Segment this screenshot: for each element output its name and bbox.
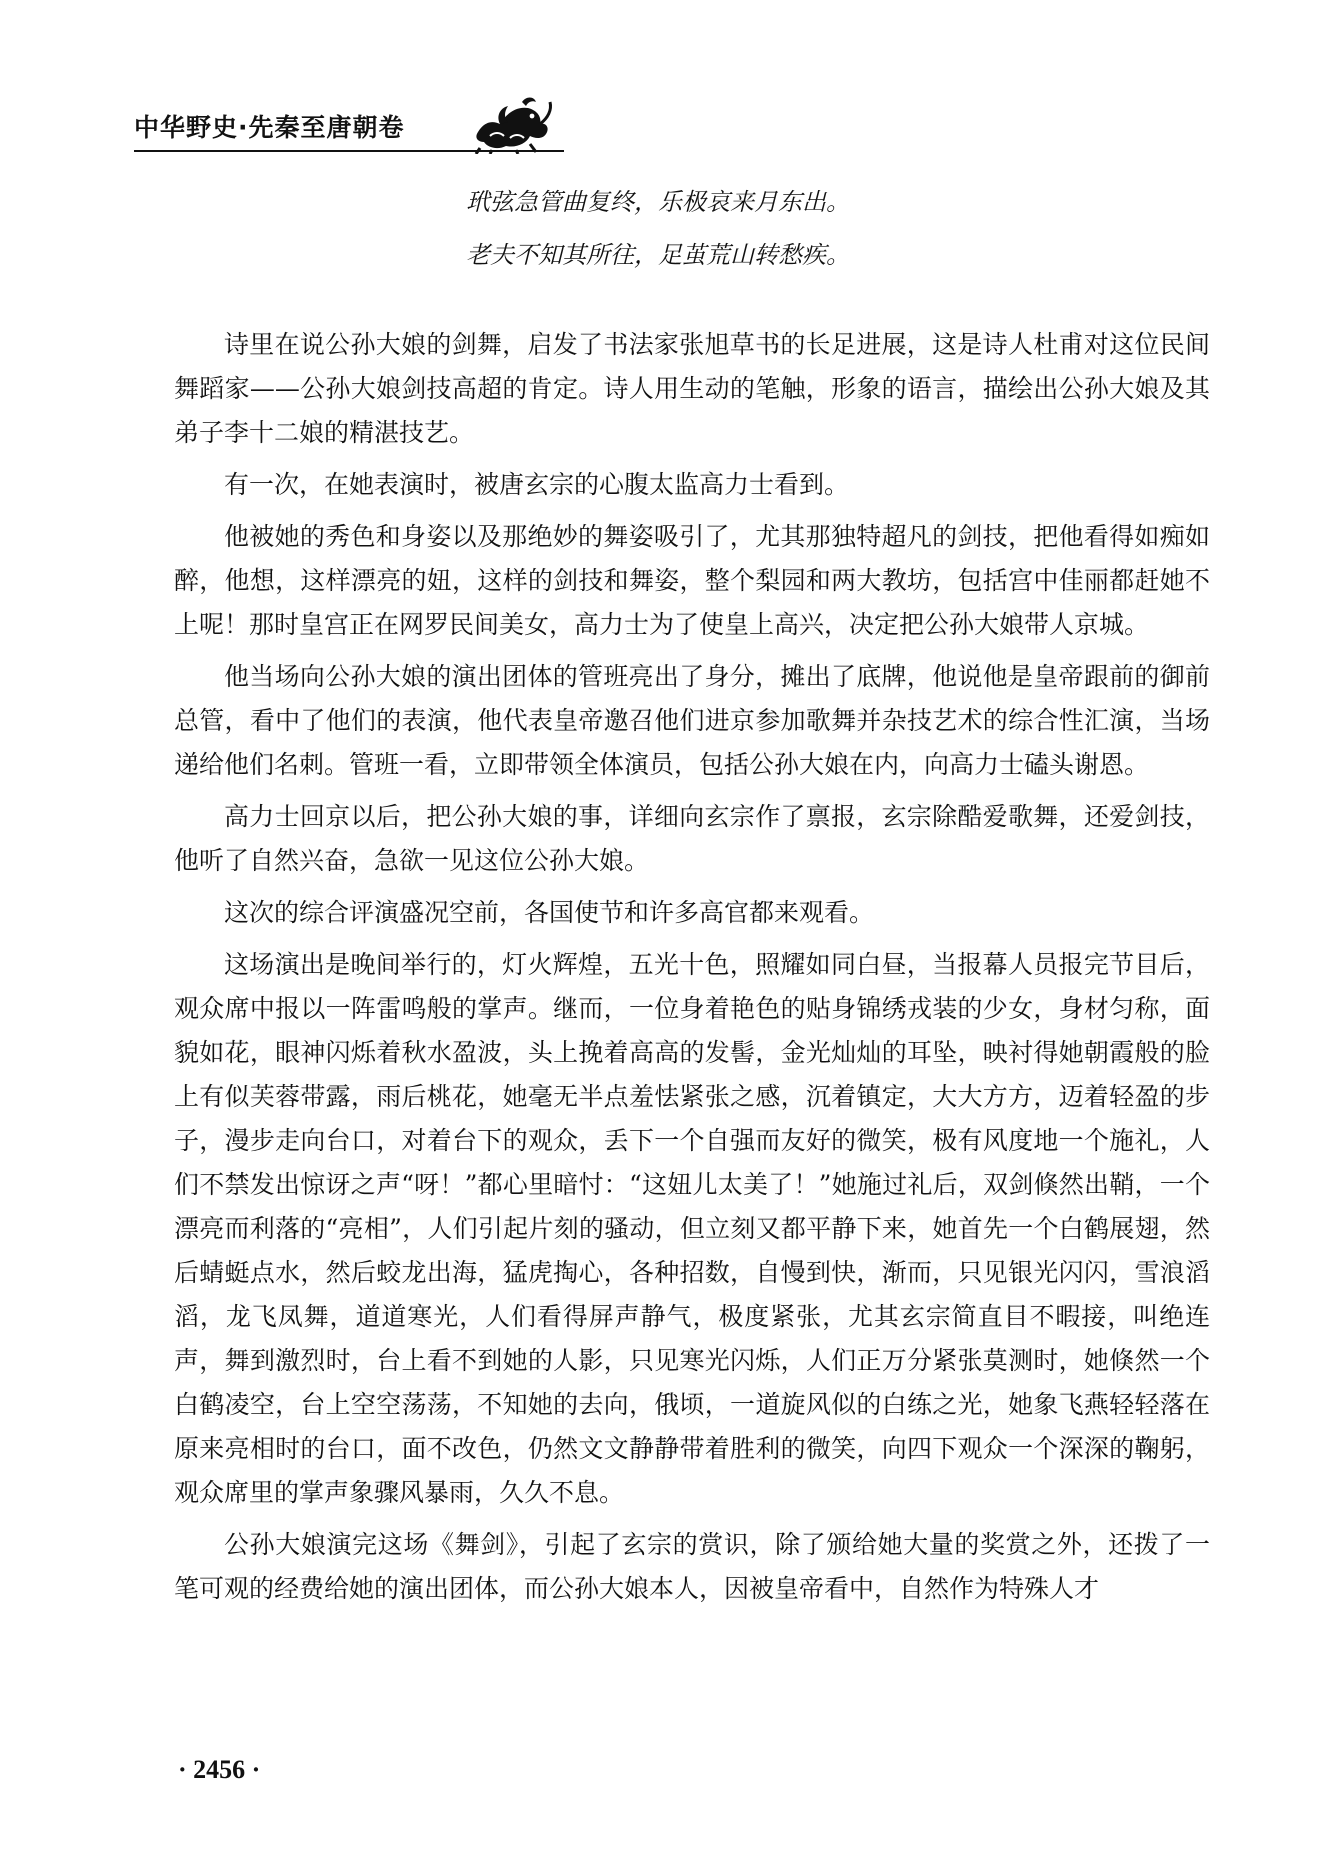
- paragraph: 高力士回京以后，把公孙大娘的事，详细向玄宗作了禀报，玄宗除酷爱歌舞，还爱剑技，他听了自然兴奋，急欲一见这位公孙大娘。: [174, 802, 1210, 875]
- poem-line: 玳弦急管曲复终，乐极哀来月东出。: [466, 188, 850, 216]
- running-title: 中华野史·先秦至唐朝卷: [134, 113, 405, 142]
- poem-excerpt: [466, 176, 850, 282]
- page-number: · 2456 ·: [178, 1755, 261, 1784]
- paragraph: 诗里在说公孙大娘的剑舞，启发了书法家张旭草书的长足进展，这是诗人杜甫对这位民间舞蹈家——公孙大娘剑技高超的肯定。诗人用生动的笔触，形象的语言，描绘出公孙大娘及其弟子李十二娘的精湛技艺。: [174, 330, 1210, 447]
- paragraph: 这次的综合评演盛况空前，各国使节和许多高官都来观看。: [224, 898, 875, 927]
- poem-line: 老夫不知其所往，足茧荒山转愁疾。: [466, 241, 850, 269]
- running-header: [134, 92, 564, 152]
- paragraph: 有一次，在她表演时，被唐玄宗的心腹太监高力士看到。: [224, 470, 850, 499]
- paragraph: 他当场向公孙大娘的演出团体的管班亮出了身分，摊出了底牌，他说他是皇帝跟前的御前总管，看中了他们的表演，他代表皇帝邀召他们进京参加歌舞并杂技艺术的综合性汇演，当场递给他们名刺。管班一看，立即带领全体演员，包括公孙大娘在内，向高力士磕头谢恩。: [174, 662, 1210, 779]
- paragraph: 他被她的秀色和身姿以及那绝妙的舞姿吸引了，尤其那独特超凡的剑技，把他看得如痴如醉，他想，这样漂亮的妞，这样的剑技和舞姿，整个梨园和两大教坊，包括宫中佳丽都赶她不上呢！那时皇宫正在网罗民间美女，高力士为了使皇上高兴，决定把公孙大娘带人京城。: [174, 522, 1210, 639]
- body-text: [174, 323, 1210, 1619]
- header-rule: [134, 150, 564, 152]
- paragraph: 公孙大娘演完这场《舞剑》，引起了玄宗的赏识，除了颁给她大量的奖赏之外，还拨了一笔可观的经费给她的演出团体，而公孙大娘本人，因被皇帝看中，自然作为特殊人才: [174, 1530, 1210, 1603]
- paragraph: 这场演出是晚间举行的，灯火辉煌，五光十色，照耀如同白昼，当报幕人员报完节目后，观众席中报以一阵雷鸣般的掌声。继而，一位身着艳色的贴身锦绣戎装的少女，身材匀称，面貌如花，眼神闪烁着秋水盈波，头上挽着高高的发髻，金光灿灿的耳坠，映衬得她朝霞般的脸上有似芙蓉带露，雨后桃花，她毫无半点羞怯紧张之感，沉着镇定，大大方方，迈着轻盈的步子，漫步走向台口，对着台下的观众，丢下一个自强而友好的微笑，极有风度地一个施礼，人们不禁发出惊讶之声“呀！”都心里暗忖：“这妞儿太美了！”她施过礼后，双剑倏然出鞘，一个漂亮而利落的“亮相”，人们引起片刻的骚动，但立刻又都平静下来，她首先一个白鹤展翅，然后蜻蜓点水，然后蛟龙出海，猛虎掏心，各种招数，自慢到快，渐而，只见银光闪闪，雪浪滔滔，龙飞凤舞，道道寒光，人们看得屏声静气，极度紧张，尤其玄宗简直目不暇接，叫绝连声，舞到激烈时，台上看不到她的人影，只见寒光闪烁，人们正万分紧张莫测时，她倏然一个白鹤凌空，台上空空荡荡，不知她的去向，俄顷，一道旋风似的白练之光，她象飞燕轻轻落在原来亮相时的台口，面不改色，仍然文文静静带着胜利的微笑，向四下观众一个深深的鞠躬，观众席里的掌声象骤风暴雨，久久不息。: [174, 950, 1210, 1507]
- dragon-emblem-icon: [470, 92, 554, 154]
